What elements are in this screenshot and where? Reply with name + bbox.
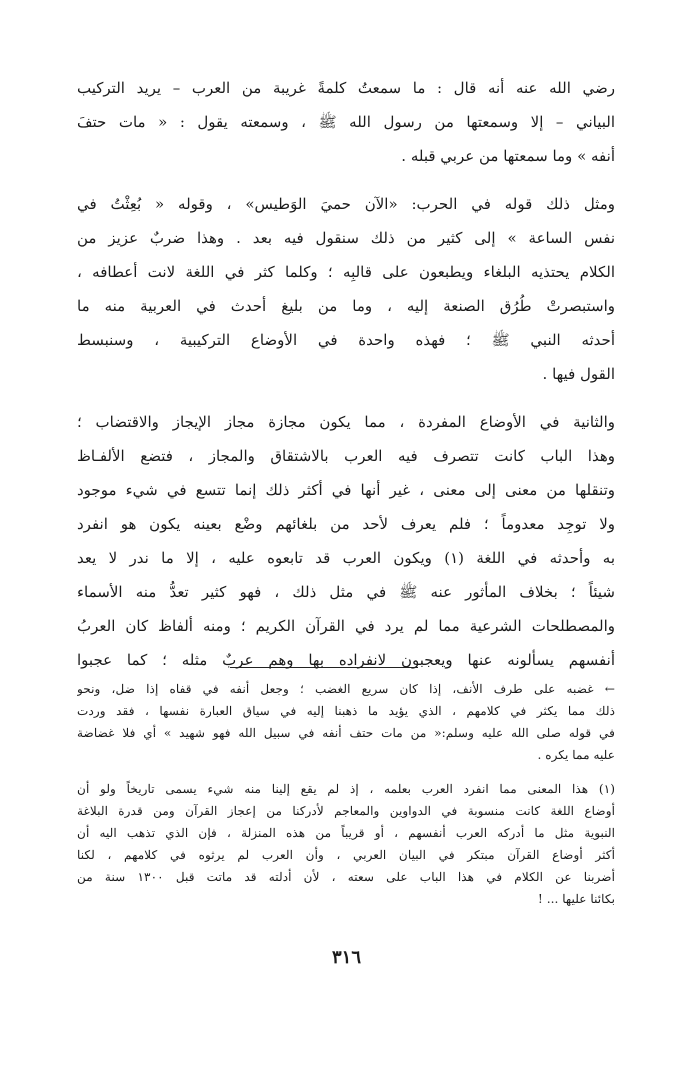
footnotes (77, 678, 615, 910)
text-line: واستبصرتْ طُرُق الصنعة إليه ، وما من بليغ أحدث في العربية منه ما (77, 297, 615, 315)
footnote-separator (230, 667, 418, 668)
footnote-line: عليه مما يكره . (537, 748, 615, 762)
paragraph-1 (77, 71, 615, 173)
text-line: رضي الله عنه أنه قال : ما سمعتُ كلمةً غريبة من العرب – يريد التركيب (77, 79, 615, 97)
footnote-line: النبوية مثل ما أدركه العرب أنفسهم ، أو قريباً من هذه المنزلة ، فإن الذي تذهب اليه أن (77, 826, 615, 840)
footnote-continued (77, 678, 615, 766)
text-line: به وأحدثه في اللغة (١) ويكون العرب قد تابعوه عليه ، إلا ما ندر لا يعد (77, 549, 615, 567)
footnote-line: بكائنا عليها ... ! (537, 892, 615, 906)
paragraph-3 (77, 405, 615, 677)
text-line: شيئاً ؛ بخلاف المأثور عنه ﷺ في مثل ذلك ، فهو كثير تعدُّ منه الأسماء (77, 583, 615, 601)
text-line: وهذا الباب كانت تتصرف فيه العرب بالاشتقاق والمجاز ، فتضع الألفـاظ (77, 447, 615, 465)
text-line: وتنقلها من معنى إلى معنى ، غير أنها في أكثر ذلك إنما تتسع في شيء موجود (77, 481, 615, 499)
page-number: ٣١٦ (331, 947, 361, 968)
paragraph-2 (77, 187, 615, 391)
footnote-line: في قوله صلى الله عليه وسلم:« من مات حتف أنفه في سبيل الله فهو شهيد » أي فلا غضاضة (77, 726, 615, 740)
main-text (77, 71, 615, 677)
text-line: نفس الساعة » إلى كثير من ذلك سنقول فيه بعد . وهذا ضربٌ عزيز من (77, 229, 615, 247)
footnote-line: ذلك مما يكثر في كلامهم ، الذي يؤيد ما ذهبنا إليه في سياق العبارة نفسها ، فقد وردت (77, 704, 615, 718)
text-line: أنفه » وما سمعتها من عربي قبله . (401, 147, 615, 165)
text-line: والمصطلحات الشرعية مما لم يرد في القرآن الكريم ؛ ومنه ألفاظ كان العربُ (77, 617, 615, 635)
text-line: أنفسهم يسألونه عنها ويعجبون لانفراده بها وهم عربٌ مثله ؛ كما عجبوا (77, 651, 615, 669)
footnote-1 (77, 778, 615, 910)
text-line: أحدثه النبي ﷺ ؛ فهذه واحدة في الأوضاع التركيبية ، وسنبسط (77, 331, 615, 349)
text-line: الكلام يحتذيه البلغاء ويطبعون على قالبِه ؛ وكلما كثر في اللغة لانت أعطافه ، (77, 263, 615, 281)
text-line: ولا توجِد معدوماً ؛ فلم يعرف لأحد من بلغائهم وضْع بعينه يكون هو انفرد (77, 515, 615, 533)
footnote-line: أضربنا عن الكلام في هذا الباب على سعته ، لأن أدلته قد ماتت قبل ١٣٠٠ سنة من (77, 870, 615, 884)
text-line: ومثل ذلك قوله في الحرب: «الآن حميَ الوَطيس» ، وقوله « بُعِثْتُ في (77, 195, 615, 213)
text-line: القول فيها . (542, 365, 615, 383)
text-line: والثانية في الأوضاع المفردة ، مما يكون مجازة مجاز الإيجاز والاقتضاب ؛ (77, 413, 615, 431)
footnote-line: (١) هذا المعنى مما انفرد العرب بعلمه ، إذ لم يقع إلينا منه شيء يسمى تاريخاً ولو أن (77, 782, 615, 796)
footnote-line: أوضاع اللغة كانت منسوبة في الدواوين والمعاجم لأدركنا من إعجاز القرآن ومن قدرة البلاغة (77, 804, 615, 818)
text-line: البياني – إلا وسمعتها من رسول الله ﷺ ، وسمعته يقول : « مات حتفَ (77, 113, 615, 131)
footnote-line: أكثر أوضاع القرآن مبتكر في البيان العربي ، وأن العرب لم يرثوه في كلامهم ، لكنا (77, 848, 615, 862)
footnote-line: ← غضبه على طرف الأنف، إذا كان سريع الغضب ؛ وجعل أنفه في قفاه إذا ضل، ونحو (77, 682, 615, 696)
